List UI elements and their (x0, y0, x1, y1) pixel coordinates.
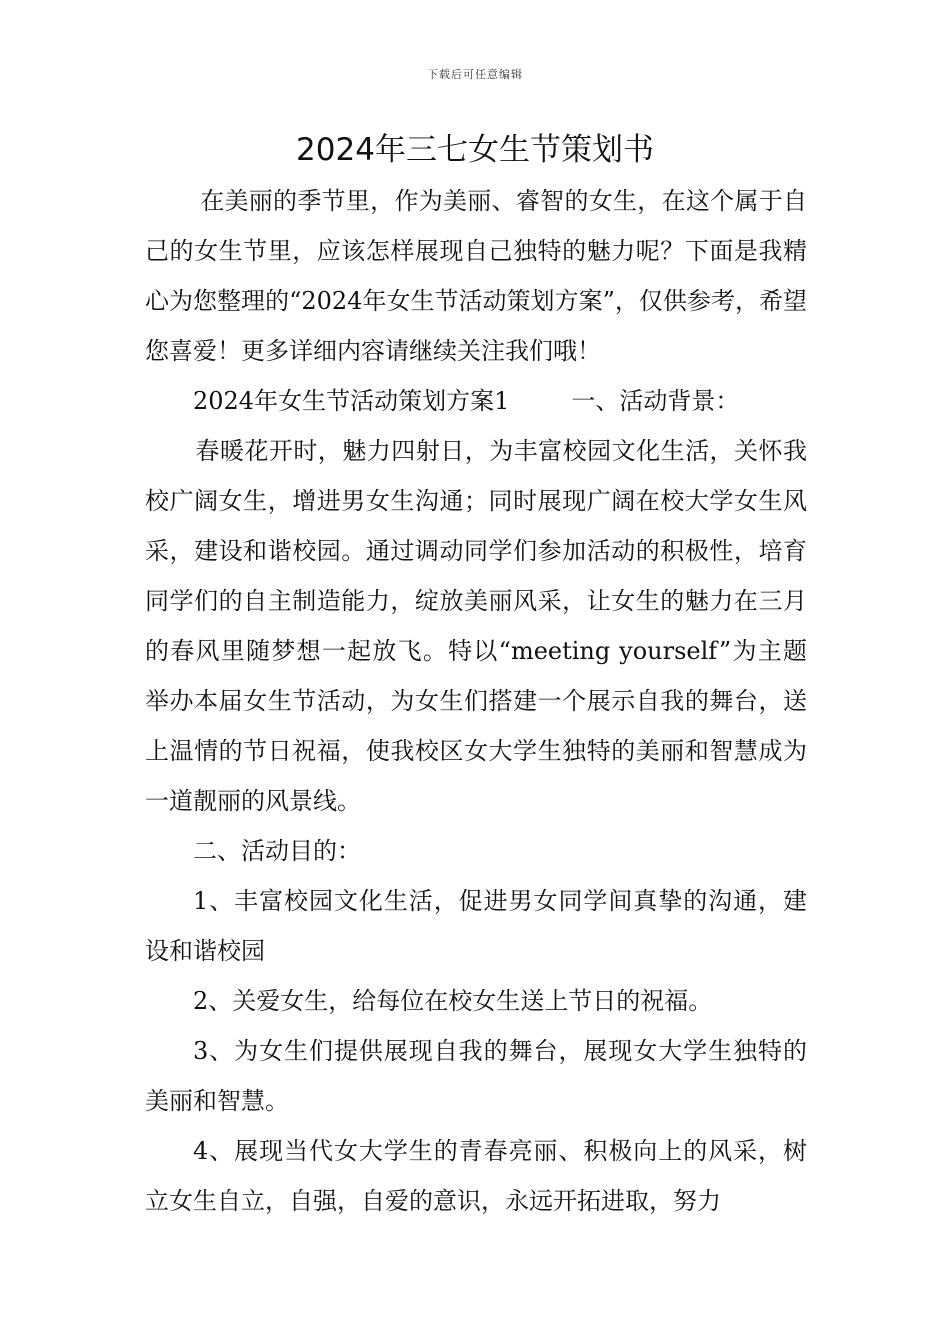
goal-item-3: 3、为女生们提供展现自我的舞台，展现女大学生独特的美丽和智慧。 (145, 1037, 807, 1115)
header-note: 下载后可任意编辑 (427, 68, 523, 81)
background-paragraph: 春暖花开时，魅力四射日，为丰富校园文化生活，关怀我校广阔女生，增进男女生沟通；同时展现广阔在校大学女生风采，建设和谐校园。通过调动同学们参加活动的积极性，培育同学们的自主制造能力，绽放美丽风采，让女生的魅力在三月的春风里随梦想一起放飞。特以“meeting yourself”为主题举办本届女生节活动，为女生们搭建一个展示自我的舞台，送上温情的节日祝福，使我校区女大学生独特的美丽和智慧成为一道靓丽的风景线。 (145, 437, 807, 815)
goal-item-2: 2、关爱女生，给每位在校女生送上节日的祝福。 (193, 987, 713, 1015)
plan-title: 2024年女生节活动策划方案1 (193, 387, 510, 415)
section-heading-goals: 二、活动目的： (193, 837, 361, 865)
document-title: 2024年三七女生节策划书 (296, 132, 654, 168)
document-body (145, 176, 807, 1226)
intro-paragraph: 在美丽的季节里，作为美丽、睿智的女生，在这个属于自己的女生节里，应该怎样展现自己独特的魅力呢？下面是我精心为您整理的“2024年女生节活动策划方案”，仅供参考，希望您喜爱！更多详细内容请继续关注我们哦！ (145, 187, 807, 365)
goal-item-1: 1、丰富校园文化生活，促进男女同学间真挚的沟通，建设和谐校园 (145, 887, 807, 965)
goal-item-4: 4、展现当代女大学生的青春亮丽、积极向上的风采，树立女生自立，自强，自爱的意识，永远开拓进取，努力 (145, 1137, 807, 1215)
section-heading-background: 一、活动背景： (571, 387, 740, 415)
plan-heading-line (145, 376, 807, 426)
